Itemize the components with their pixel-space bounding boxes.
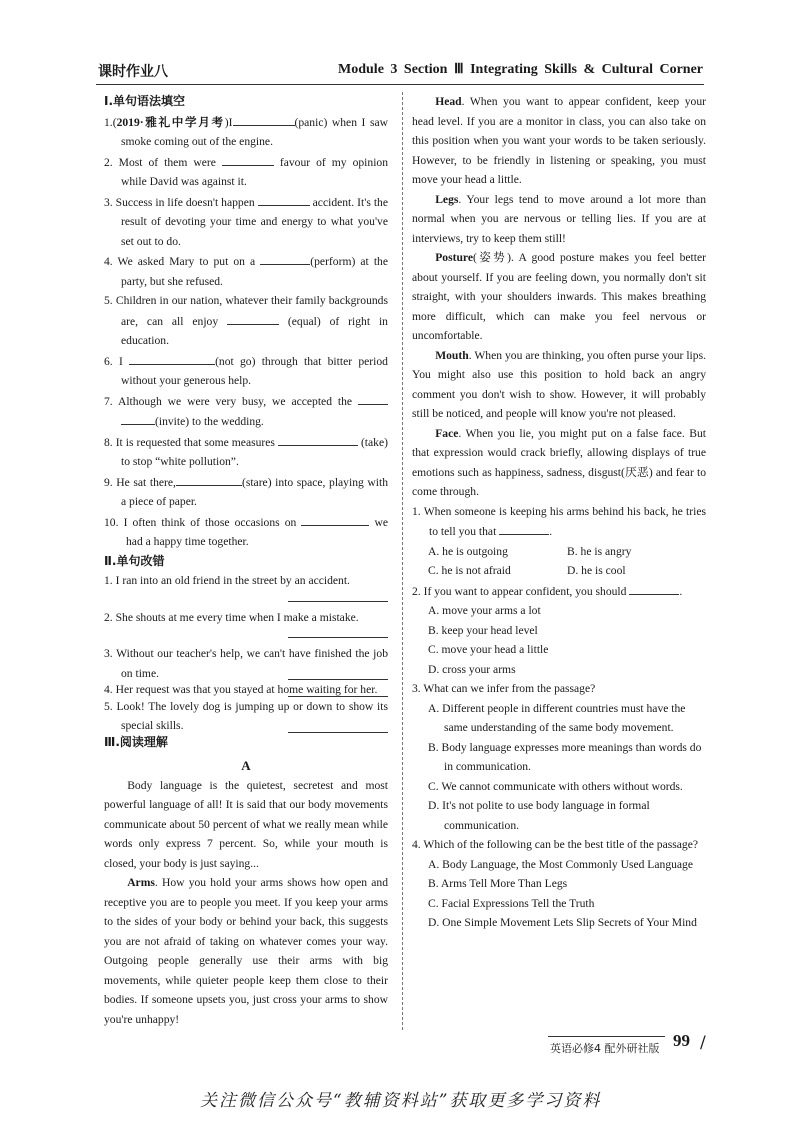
- reading-q3: 3. What can we infer from the passage?: [412, 682, 596, 695]
- option[interactable]: B. Arms Tell More Than Legs: [428, 877, 568, 890]
- passage-face: Face. When you lie, you might put on a false face. But that expression would crack briefly, allowing displays of true emotions such as happiness, sadness, disgust(厌恶) and fear to come through.: [412, 426, 706, 498]
- answer-blank[interactable]: [629, 581, 679, 595]
- passage-head: Head. When you want to appear confident, keep your head level. If you are a monitor in class, you can also take on this position when you want your words to be taken seriously. However, to be friendly in listening or speaking, you must move your head a little.: [412, 95, 706, 186]
- left-column: [104, 92, 388, 1029]
- correction-q4: 4. Her request was that you stayed at home waiting for her.: [104, 683, 378, 696]
- page-number: 99: [673, 1031, 690, 1050]
- answer-blank[interactable]: [258, 192, 310, 206]
- answer-blank[interactable]: [301, 512, 369, 526]
- passage-legs: Legs. Your legs tend to move around a lot more than normal when you are nervous or telling lies. If you are at interviews, try to keep them still!: [412, 192, 706, 245]
- passage-label: A: [241, 758, 251, 773]
- grammar-q5: 5. Children in our nation, whatever their family backgrounds are, can all enjoy (equal) of right in education.: [104, 294, 388, 347]
- grammar-q10: 10. I often think of those occasions on we had a happy time together.: [104, 512, 388, 552]
- grammar-q1: 1.(2019·雅礼中学月考)I (panic) when I saw smoke coming out of the engine.: [104, 112, 388, 152]
- column-divider: [402, 92, 403, 1030]
- option[interactable]: B. Body language expresses more meanings than words do in communication.: [428, 740, 702, 773]
- option[interactable]: A. Different people in different countries must have the same understanding of the same body movement.: [428, 701, 686, 734]
- grammar-q4: 4. We asked Mary to put on a (perform) at the party, but she refused.: [104, 251, 388, 291]
- option[interactable]: C. Facial Expressions Tell the Truth: [428, 896, 595, 910]
- reading-q1-options-row2: [412, 561, 706, 581]
- correction-q5: 5. Look! The lovely dog is jumping up or down to show its special skills.: [104, 699, 388, 732]
- passage-posture: Posture(姿势). A good posture makes you feel better about yourself. If you are feeling down, you normally don't sit straight, with your shoulders inwards. This makes breathing more difficult, which can make you feel nervous or uncomfortable.: [412, 251, 706, 342]
- correction-q2: 2. She shouts at me every time when I make a mistake.: [104, 610, 359, 624]
- option[interactable]: C. move your head a little: [428, 643, 549, 656]
- correction-q1: 1. I ran into an old friend in the street by an accident.: [104, 574, 350, 587]
- option[interactable]: D. It's not polite to use body language in formal communication.: [428, 799, 650, 832]
- passage-mouth: Mouth. When you are thinking, you often purse your lips. You might also use this position to hold back an angry comment you don't wish to show. However, it will probably still be noticed, and people will know you're not pleased.: [412, 348, 706, 420]
- option[interactable]: D. One Simple Movement Lets Slip Secrets of Your Mind: [428, 916, 697, 929]
- option[interactable]: B. keep your head level: [428, 623, 538, 637]
- header-rule: [96, 84, 704, 85]
- answer-blank[interactable]: [358, 391, 388, 405]
- passage-arms: Arms. How you hold your arms shows how open and receptive you are to people you meet. If you keep your arms to the sides of your body or behind your back, this suggests you are not afraid of taking on whatever comes your way. Outgoing people generally use their arms with big movements, while quieter people keep them close to their bodies. If someone upsets you, just cross your arms to show you're unhappy!: [104, 876, 388, 1026]
- grammar-q6: 6. I (not go) through that bitter period without your generous help.: [104, 351, 388, 391]
- answer-blank[interactable]: [233, 112, 295, 126]
- answer-blank[interactable]: [227, 311, 279, 325]
- grammar-q2: 2. Most of them were favour of my opinion while David was against it.: [104, 152, 388, 192]
- grammar-q9: 9. He sat there, (stare) into space, playing with a piece of paper.: [104, 472, 388, 512]
- section-3-title: Ⅲ.阅读理解: [104, 734, 168, 749]
- correction-q3: 3. Without our teacher's help, we can't have finished the job on time.: [104, 647, 388, 680]
- footer-slash: /: [700, 1033, 706, 1053]
- answer-blank[interactable]: [121, 411, 155, 425]
- reading-q1-options-row1: [412, 542, 706, 562]
- answer-blank[interactable]: [222, 152, 274, 166]
- reading-q4: 4. Which of the following can be the best title of the passage?: [412, 838, 698, 851]
- section-1-title: Ⅰ.单句语法填空: [104, 94, 186, 108]
- answer-blank[interactable]: [260, 251, 310, 265]
- answer-line[interactable]: [288, 669, 388, 680]
- handwritten-note: 关注微信公众号“教辅资料站”获取更多学习资料: [200, 1091, 602, 1111]
- option[interactable]: A. he is outgoing: [428, 544, 508, 558]
- header-section: Module 3 Section Ⅲ Integrating Skills & Cultural Corner: [338, 62, 703, 77]
- footer-book: 英语必修4 配外研社版: [550, 1042, 660, 1055]
- reading-q2: 2. If you want to appear confident, you should .: [412, 581, 706, 602]
- option[interactable]: C. he is not afraid: [428, 564, 511, 577]
- grammar-q7: 7. Although we were very busy, we accepted the (invite) to the wedding.: [104, 391, 388, 432]
- option[interactable]: C. We cannot communicate with others without words.: [428, 779, 683, 793]
- answer-line[interactable]: [288, 591, 388, 602]
- option[interactable]: D. cross your arms: [428, 662, 516, 676]
- option[interactable]: A. move your arms a lot: [428, 604, 541, 617]
- right-column: [412, 92, 706, 933]
- option[interactable]: D. he is cool: [567, 564, 626, 577]
- option[interactable]: B. he is angry: [567, 544, 632, 558]
- answer-line[interactable]: [288, 722, 388, 733]
- answer-blank[interactable]: [129, 351, 215, 365]
- reading-q1: 1. When someone is keeping his arms behind his back, he tries to tell you that .: [412, 504, 706, 538]
- section-2-title: Ⅱ.单句改错: [104, 553, 165, 568]
- answer-blank[interactable]: [278, 432, 358, 446]
- grammar-q8: 8. It is requested that some measures (take) to stop “white pollution”.: [104, 432, 388, 472]
- passage-intro: Body language is the quietest, secretest and most powerful language of all! It is said that our body movements communicate about 50 percent of what we really mean while words only express 7 percent. So, while your mouth is closed, your body is just saying...: [104, 778, 388, 870]
- answer-blank[interactable]: [176, 472, 242, 486]
- answer-line[interactable]: [288, 627, 388, 638]
- option[interactable]: A. Body Language, the Most Commonly Used Language: [428, 857, 694, 871]
- answer-blank[interactable]: [499, 521, 549, 535]
- header-title: 课时作业八: [98, 64, 168, 80]
- grammar-q3: 3. Success in life doesn't happen accident. It's the result of devoting your time and energy to what you've set out to do.: [104, 192, 388, 252]
